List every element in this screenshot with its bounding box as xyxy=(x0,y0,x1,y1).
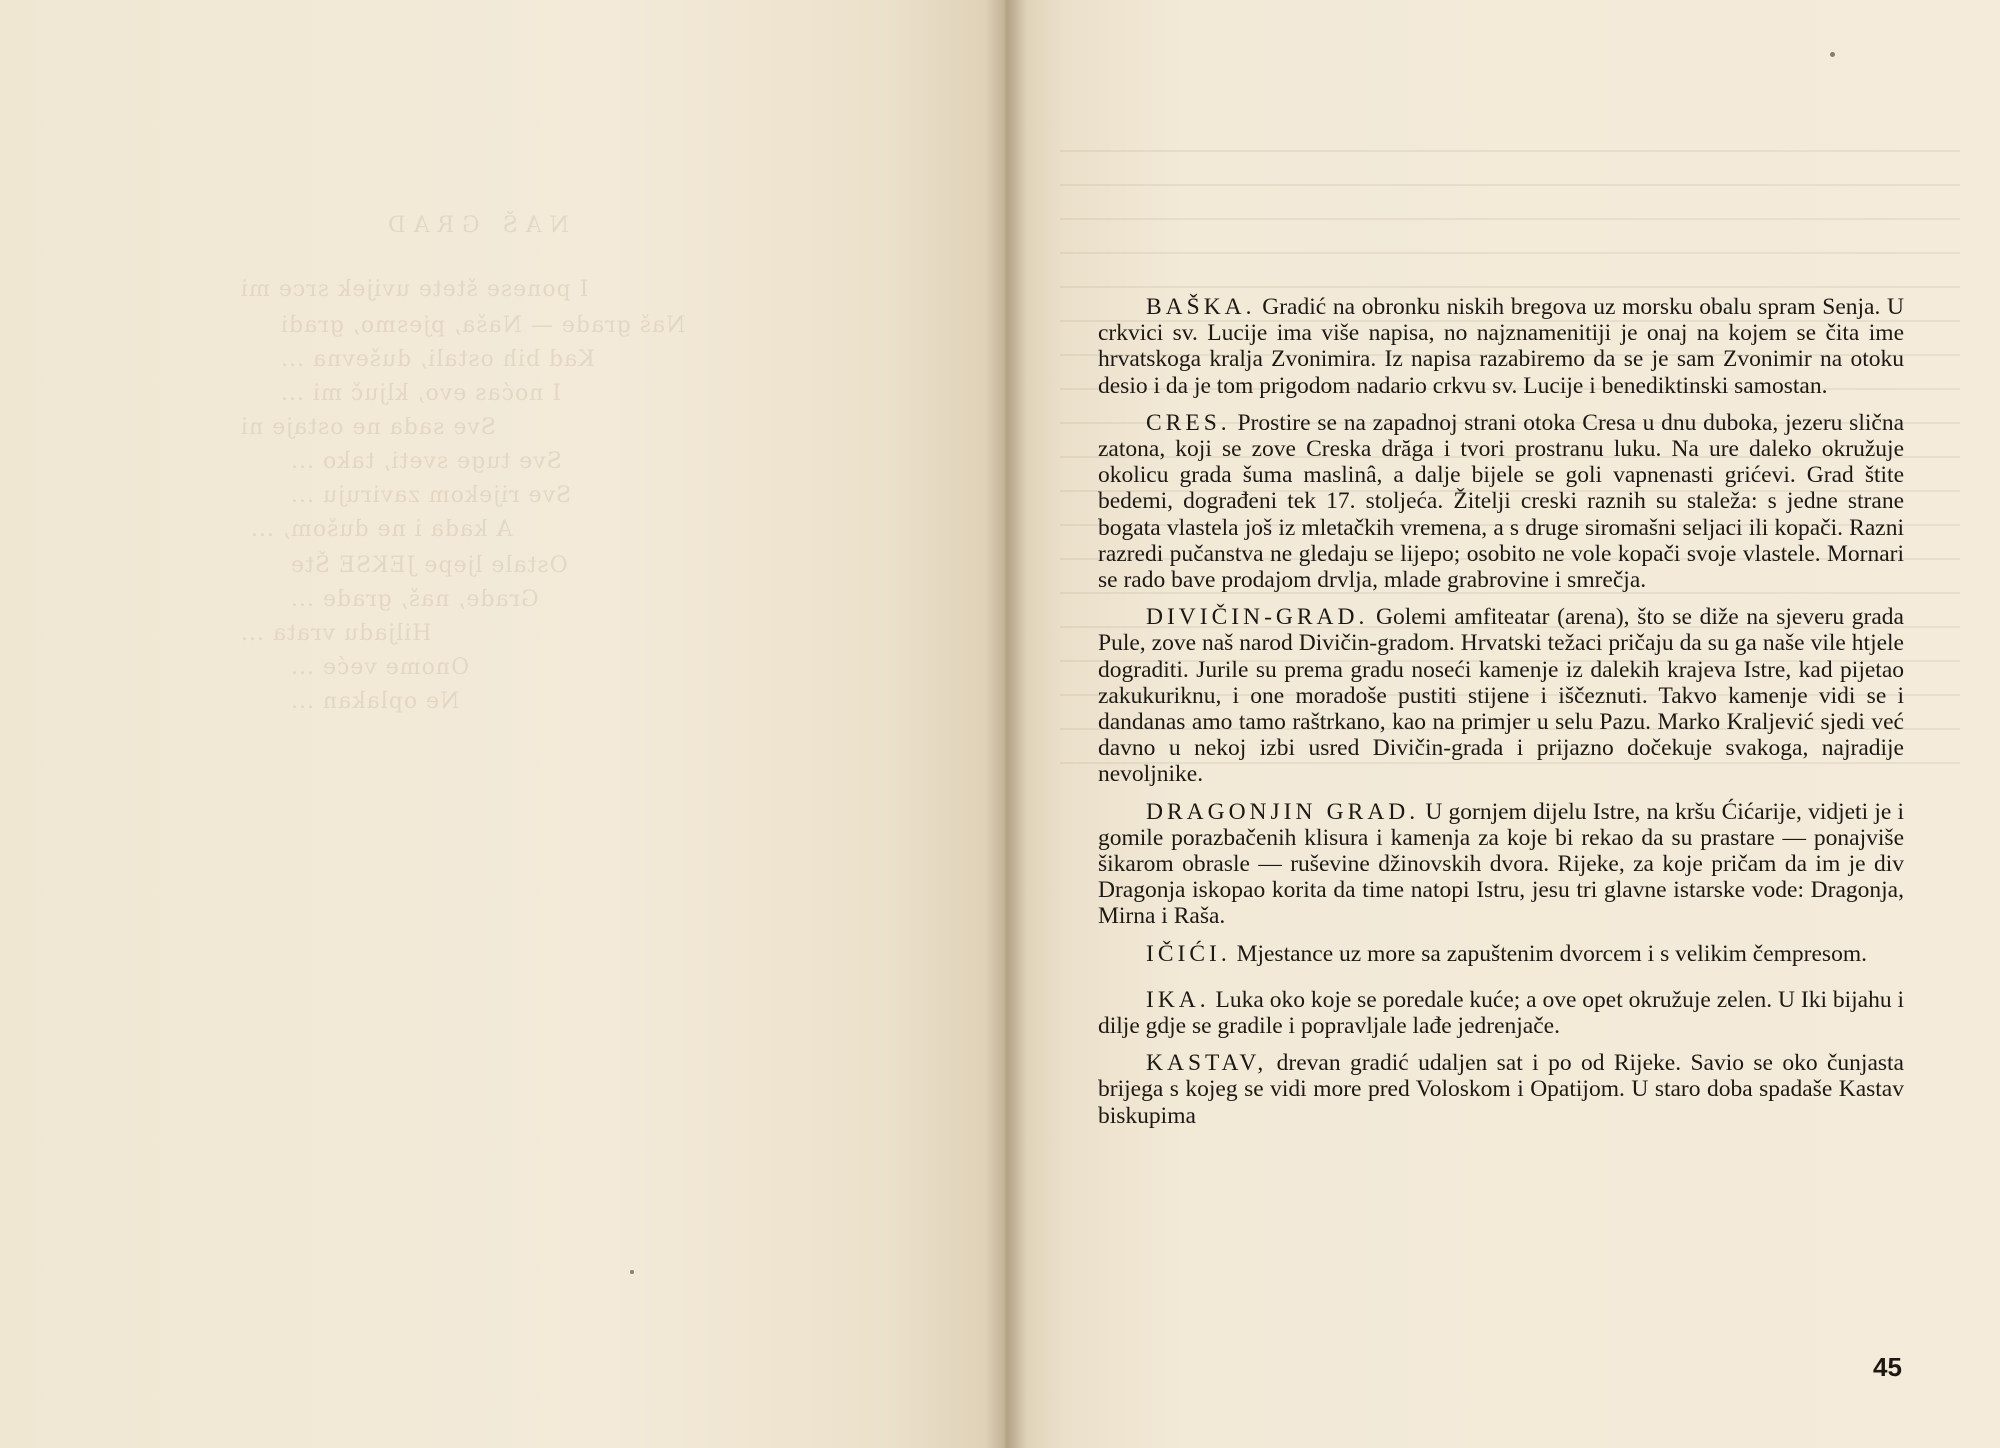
paper-speck xyxy=(630,1270,634,1274)
entry-cres xyxy=(1098,410,1904,593)
bleed-line: Sve sada ne ostaje ni xyxy=(240,415,496,440)
entry-baska xyxy=(1098,294,1904,399)
entry-heading: BAŠKA. xyxy=(1146,294,1256,320)
entry-divicin-grad xyxy=(1098,604,1904,787)
entry-text: Prostire se na zapadnoj strani otoka Cresa u dnu duboka, jezeru slična zatona, koji se zove Creska drăga i tvori prostranu luku. Na ure daleko okružuje okolicu grada šuma maslinâ, a dalje bijele se goli vapnenasti grićevi. Grad štite bedemi, dograđeni tek 17. stoljeća. Žitelji creski raznih su staleža: s jedne strane bogata vlastela još iz mletačkih vremena, a s druge siromašni seljaci ili kopači. Razni razredi pučanstva ne gledaju se lijepo; osobito ne vole kopači svoje vlastele. Mornari se rado bave prodajom drvlja, mlade grabrovine i smrečja. xyxy=(1098,409,1904,594)
bleed-line: Grade, naš, grade ... xyxy=(290,587,539,612)
entry-heading: DIVIČIN-GRAD. xyxy=(1146,604,1369,631)
bleed-line: Sve tuge sveti, tako ... xyxy=(290,449,562,474)
paper-speck xyxy=(1830,52,1835,57)
entry-heading: IČIĆI. xyxy=(1146,940,1231,967)
bleed-line: Kad bih ostali, duševna ... xyxy=(280,347,595,372)
bleed-line: I ponese štete uvijek srce mi xyxy=(240,277,589,302)
entry-text: Golemi amfiteatar (arena), što se diže na sjeveru grada Pule, zove naš narod Divičin-gradom. Hrvatski težaci pričaju da su ga naše vile htjele dograditi. Jurile su prema gradu noseći kamenje iz dalekih krajeva Istre, kad pijetao zakukuriknu, i one moradoše pustiti stijene i iščeznuti. Takvo kamenje vidi se i dandanas amo tamo raštrkano, kao na primjer u selu Pazu. Marko Kraljević sjedi već davno u nekoj izbi usred Divičin-grada i prijazno dočekuje svakoga, najradije nevoljnike. xyxy=(1098,604,1904,788)
bleed-line: Ostale ljepe JEKSE Šte xyxy=(290,553,568,578)
bleed-line: A kada i ne dušom, ... xyxy=(250,517,513,542)
entry-text: Mjestance uz more sa zapuštenim dvorcem i s velikim čempresom. xyxy=(1230,940,1867,967)
bleed-line: Ne oplakan ... xyxy=(290,689,460,714)
entry-text: drevan gradić udaljen sat i po od Rijeke. Savio se oko čunjasta brijega s kojeg se vidi more pred Voloskom i Opatijom. U staro doba spadaše Kastav biskupima xyxy=(1098,1050,1904,1129)
entry-heading: CRES. xyxy=(1146,409,1231,436)
entry-heading: IKA. xyxy=(1146,986,1210,1013)
entry-text: Gradić na obronku niskih bregova uz morsku obalu spram Senja. U crkvici sv. Lucije ima više napisa, no najznamenitiji je onaj na kojem se čita ime hrvatskoga kralja Zvonimira. Iz napisa razabiremo da se je sam Zvonimir na otoku desio i da je tom prigodom nadario crkvu sv. Lucije i benediktinski samostan. xyxy=(1098,294,1904,399)
book-gutter xyxy=(985,0,1027,1448)
bleed-line: Hiljadu vrata ... xyxy=(240,621,432,646)
entry-heading: KASTAV, xyxy=(1146,1050,1268,1077)
entry-ika xyxy=(1098,987,1904,1039)
bleed-line: Naš grade — Naša, pjesmo, gradi xyxy=(280,313,686,338)
bleed-line: Onome veće ... xyxy=(290,655,470,680)
entry-text: Luka oko koje se poredale kuće; a ove opet okružuje zelen. U Iki bijahu i dilje gdje se gradile i popravljale lađe jedrenjače. xyxy=(1098,986,1904,1040)
glossary-text xyxy=(1098,294,1904,1140)
entry-text: U gornjem dijelu Istre, na kršu Ćićarije, vidjeti je i gomile porazbačenih klisura i kamenja za koje bi rekao da su prastare — ponajviše šikarom obrasle — ruševine džinovskih dvora. Rijeke, za koje pričam da im je div Dragonja iskopao korita da time natopi Istru, jesu tri glavne istarske vode: Dragonja, Mirna i Raša. xyxy=(1098,798,1905,930)
bleed-line: NAŠ GRAD xyxy=(380,213,569,238)
entry-heading: DRAGONJIN GRAD. xyxy=(1146,798,1420,825)
entry-kastav xyxy=(1098,1050,1904,1129)
bleed-line: Sve rijekom zaviruju ... xyxy=(290,483,572,508)
bleed-line: I noćas evo, ključ mi ... xyxy=(280,381,562,406)
entry-dragonjin-grad xyxy=(1098,799,1904,930)
entry-icici xyxy=(1098,941,1904,967)
page-number: 45 xyxy=(1873,1352,1902,1382)
